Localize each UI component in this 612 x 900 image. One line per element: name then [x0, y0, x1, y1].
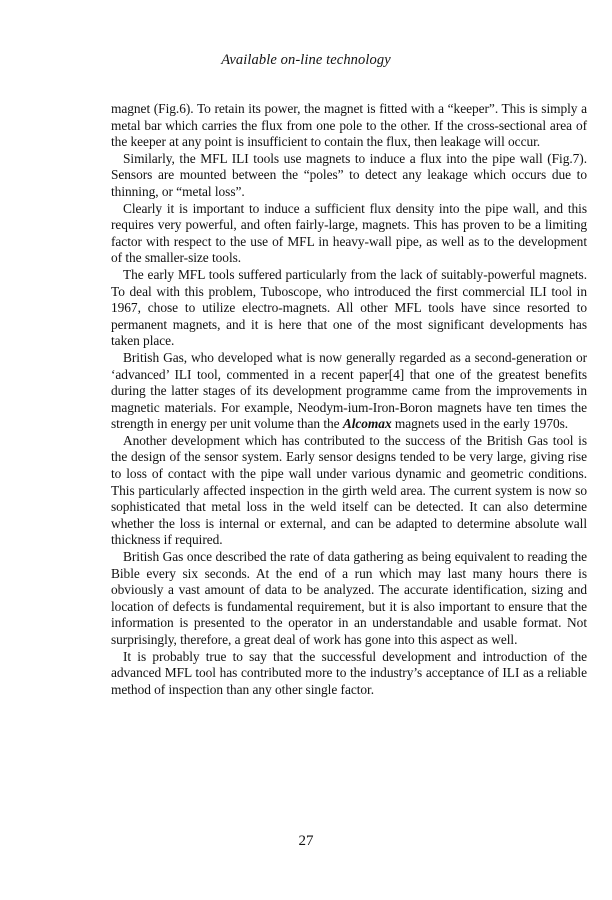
paragraph-data-gathering: British Gas once described the rate of data gathering as being equivalent to reading the Bible every six seconds. At the end of a run which may last many hours there is obviously a vast amount of data to be analyzed. The accurate identification, sizing and location of defects is fundamental requirement, but it is also important to ensure that the information is presented to the operator in an understandable and usable format. Not surprisingly, therefore, a great deal of work has gone into this aspect as well. — [111, 549, 587, 647]
paragraph-mfl-tools: Similarly, the MFL ILI tools use magnets to induce a flux into the pipe wall (Fig.7). Sensors are mounted between the “poles” to detect any leakage which occurs due to thinning, or “metal loss”. — [111, 150, 587, 199]
paragraph-continuation: magnet (Fig.6). To retain its power, the magnet is fitted with a “keeper”. This is simply a metal bar which carries the flux from one pole to the other. If the cross-sectional area of the keeper at any point is insufficient to contain the flux, then leakage will occur. — [111, 101, 587, 150]
paragraph-early-tools: The early MFL tools suffered particularly from the lack of suitably-powerful magnets. To deal with this problem, Tuboscope, who introduced the first commercial ILI tool in 1967, chose to utilize electro-magnets. All other MFL tools have since resorted to permanent magnets, and it is here that one of the most significant developments has taken place. — [111, 266, 587, 349]
page-number: 27 — [298, 833, 314, 849]
paragraph-british-gas-magnets — [111, 350, 587, 433]
paragraph-conclusion: It is probably true to say that the successful development and introduction of the advanced MFL tool has contributed more to the industry’s acceptance of ILI as a reliable method of inspection than any other single factor. — [111, 648, 587, 697]
paragraph-sensor-system: Another development which has contributed to the success of the British Gas tool is the design of the sensor system. Early sensor designs tended to be very large, giving rise to loss of contact with the pipe wall under various dynamic and geometric conditions. This particularly affected inspection in the girth weld area. The current system is now so sophisticated that metal loss in the weld itself can be detected. It can also determine whether the loss is internal or external, and can be adapted to determine absolute wall thickness if required. — [111, 432, 587, 548]
alcomax-emphasis: Alcomax — [342, 416, 392, 432]
paragraph-text-after-emphasis: magnets used in the early 1970s. — [391, 416, 569, 432]
paragraph-flux-density: Clearly it is important to induce a sufficient flux density into the pipe wall, and this requires very powerful, and often fairly-large, magnets. This has proven to be a limiting factor with respect to the use of MFL in heavy-wall pipe, as well as to the development of the smaller-size tools. — [111, 200, 587, 266]
paragraph-text-before-emphasis: British Gas, who developed what is now generally regarded as a second-generation or ‘advanced’ ILI tool, commented in a recent paper[4] that one of the greatest benefits during the latter stages of its development programme came from the improvements in magnetic materials. For example, Neodym-ium-Iron-Boron magnets have ten times the strength in energy per unit volume than the — [111, 349, 587, 432]
body-text — [111, 101, 587, 698]
running-header: Available on-line technology — [221, 52, 391, 68]
